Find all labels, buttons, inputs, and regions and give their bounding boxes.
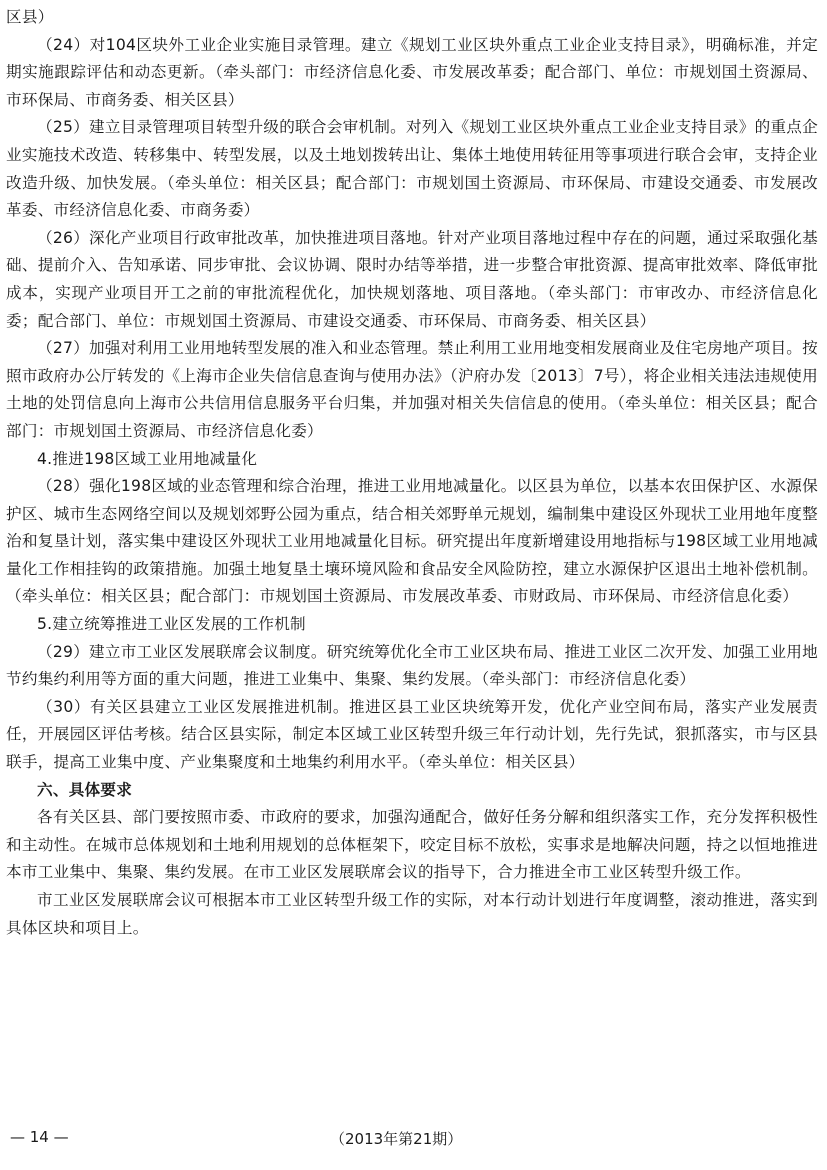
section-6-heading: 六、具体要求 (37, 780, 133, 799)
item-28-paragraph: （28）强化198区域的业态管理和综合治理，推进工业用地减量化。以区县为单位，以基本农田保护区、水源保护区、城市生态网络空间以及规划郊野公园为重点，结合相关郊野单元规划，编制集中建设区外现状工业用地年度整治和复垦计划，落实集中建设区外现状工业用地减量化目标。研究提出年度新增建设用地指标与198区域工业用地减量化工作相挂钩的政策措施。加强土地复垦土壤环境风险和食品安全风险防控，建立水源保护区退出土地补偿机制。（牵头单位：相关区县；配合部门：市规划国土资源局、市发展改革委、市财政局、市环保局、市经济信息化委） (6, 477, 818, 606)
item-30-paragraph: （30）有关区县建立工业区发展推进机制。推进区县工业区块统筹开发，优化产业空间布局，落实产业发展责任，开展园区评估考核。结合区县实际，制定本区域工业区转型升级三年行动计划，先行先试，狠抓落实，市与区县联手，提高工业集中度、产业集聚度和土地集约利用水平。（牵头单位：相关区县） (6, 697, 818, 772)
item-24-paragraph: （24）对104区块外工业企业实施目录管理。建立《规划工业区块外重点工业企业支持目录》，明确标准，并定期实施跟踪评估和动态更新。（牵头部门：市经济信息化委、市发展改革委；配合部门、单位：市规划国土资源局、市环保局、市商务委、相关区县） (6, 35, 818, 109)
requirements-paragraph-2: 市工业区发展联席会议可根据本市工业区转型升级工作的实际，对本行动计划进行年度调整，滚动推进，落实到具体区块和项目上。 (6, 891, 818, 937)
document-body (6, 4, 818, 942)
continuation-line: 区县） (6, 8, 54, 26)
subsection-5-heading: 5.建立统筹推进工业区发展的工作机制 (37, 615, 306, 634)
item-26-paragraph: （26）深化产业项目行政审批改革，加快推进项目落地。针对产业项目落地过程中存在的问题，通过采取强化基础、提前介入、告知承诺、同步审批、会议协调、限时办结等举措，进一步整合审批资源、提高审批效率、降低审批成本，实现产业项目开工之前的审批流程优化，加快规划落地、项目落地。（牵头部门：市审改办、市经济信息化委；配合部门、单位：市规划国土资源局、市建设交通委、市环保局、市商务委、相关区县） (6, 228, 818, 330)
item-27-paragraph: （27）加强对利用工业用地转型发展的准入和业态管理。禁止利用工业用地变相发展商业及住宅房地产项目。按照市政府办公厅转发的《上海市企业失信信息查询与使用办法》（沪府办发〔2013〕7号），将企业相关违法违规使用土地的处罚信息向上海市公共信用信息服务平台归集，并加强对相关失信信息的使用。（牵头单位：相关区县；配合部门：市规划国土资源局、市经济信息化委） (6, 339, 818, 440)
item-29-paragraph: （29）建立市工业区发展联席会议制度。研究统筹优化全市工业区块布局、推进工业区二次开发、加强工业用地节约集约利用等方面的重大问题，推进工业集中、集聚、集约发展。（牵头部门：市经济信息化委） (6, 642, 818, 689)
issue-label: （2013年第21期） (330, 1130, 463, 1148)
item-25-paragraph: （25）建立目录管理项目转型升级的联合会审机制。对列入《规划工业区块外重点工业企业支持目录》的重点企业实施技术改造、转移集中、转型发展，以及土地划拨转出让、集体土地使用转征用等事项进行联合会审，支持企业改造升级、加快发展。（牵头单位：相关区县；配合部门：市规划国土资源局、市环保局、市建设交通委、市发展改革委、市经济信息化委、市商务委） (6, 118, 818, 220)
requirements-paragraph-1: 各有关区县、部门要按照市委、市政府的要求，加强沟通配合，做好任务分解和组织落实工作，充分发挥积极性和主动性。在城市总体规划和土地利用规划的总体框架下，咬定目标不放松，实事求是地解决问题，持之以恒地推进本市工业集中、集聚、集约发展。在市工业区发展联席会议的指导下，合力推进全市工业区转型升级工作。 (6, 808, 818, 882)
page-footer (0, 1128, 827, 1152)
subsection-4-heading: 4.推进198区域工业用地减量化 (37, 449, 258, 468)
page-number: — 14 — (10, 1128, 69, 1146)
